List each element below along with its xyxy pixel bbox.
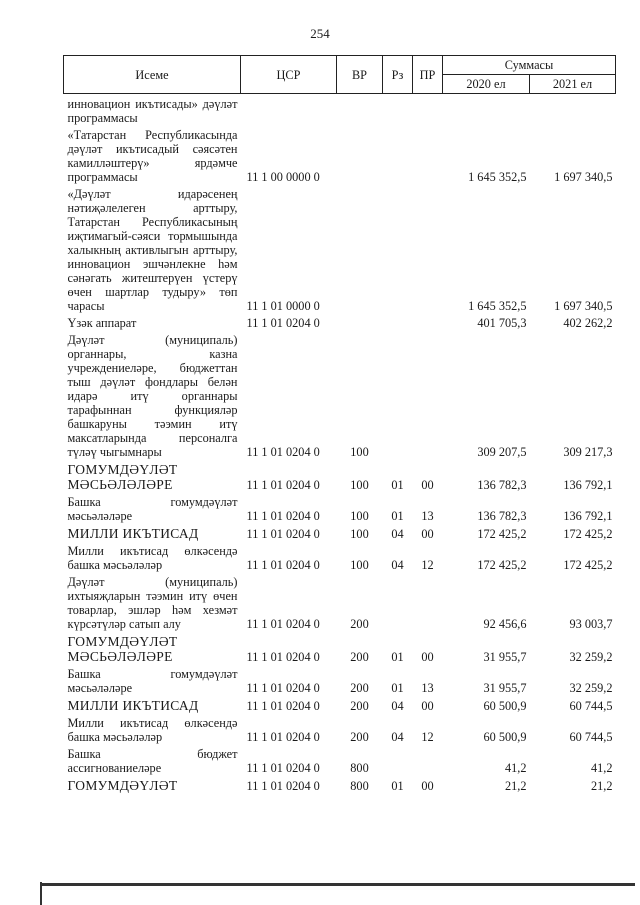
row-rz: 04 — [391, 699, 404, 713]
row-rz — [383, 572, 413, 631]
row-name: МИЛЛИ ИКЪТИСАД — [67, 698, 199, 713]
table-row — [64, 459, 616, 492]
scan-left-edge — [40, 882, 42, 905]
table-row — [64, 94, 616, 126]
row-sum-2021: 402 262,2 — [563, 316, 613, 330]
table-row — [64, 541, 616, 572]
row-sum-2020: 1 645 352,5 — [468, 170, 527, 184]
row-vr: 200 — [350, 617, 369, 631]
row-sum-2020: 136 782,3 — [477, 478, 527, 492]
row-csr: 11 1 01 0204 0 — [246, 730, 320, 744]
row-pr: 12 — [421, 558, 434, 572]
table-row — [64, 313, 616, 330]
row-pr — [413, 125, 443, 184]
row-sum-2020: 172 425,2 — [477, 558, 527, 572]
row-sum-2021: 60 744,5 — [569, 699, 613, 713]
table-row — [64, 631, 616, 664]
scan-bottom-edge — [40, 883, 635, 886]
row-rz: 01 — [391, 779, 404, 793]
row-rz: 04 — [391, 558, 404, 572]
table-row — [64, 523, 616, 541]
row-name: Дәүләт (муниципаль) ихтыяҗларын тәэмин итү өчен товарлар, эшләр һәм хезмәт күрсәтүләр сатып алу — [67, 575, 238, 631]
row-vr — [337, 125, 383, 184]
row-sum-2020: 309 207,5 — [477, 445, 527, 459]
row-pr: 12 — [421, 730, 434, 744]
row-rz — [383, 313, 413, 330]
row-sum-2020: 31 955,7 — [483, 681, 527, 695]
row-csr — [241, 94, 337, 126]
row-sum-2020: 60 500,9 — [483, 730, 527, 744]
header-name: Исеме — [64, 56, 241, 94]
header-vr: ВР — [337, 56, 383, 94]
table-row — [64, 125, 616, 184]
row-pr: 00 — [421, 699, 434, 713]
row-pr — [413, 572, 443, 631]
row-sum-2021: 1 697 340,5 — [554, 299, 613, 313]
row-pr: 13 — [421, 681, 434, 695]
header-year-2021: 2021 ел — [530, 75, 616, 94]
row-vr: 200 — [350, 730, 369, 744]
table-row — [64, 713, 616, 744]
header-rz: Рз — [383, 56, 413, 94]
row-csr: 11 1 01 0204 0 — [246, 681, 320, 695]
row-vr: 100 — [350, 509, 369, 523]
table-row — [64, 184, 616, 313]
row-rz: 04 — [391, 730, 404, 744]
row-vr — [337, 184, 383, 313]
row-sum-2020 — [443, 94, 530, 126]
row-vr — [337, 94, 383, 126]
row-sum-2020: 60 500,9 — [483, 699, 527, 713]
row-sum-2020: 1 645 352,5 — [468, 299, 527, 313]
row-sum-2021: 309 217,3 — [563, 445, 613, 459]
row-name: Милли икътисад өлкәсендә башка мәсьәләләр — [67, 544, 238, 572]
row-csr: 11 1 01 0204 0 — [246, 527, 320, 541]
row-sum-2020: 92 456,6 — [483, 617, 527, 631]
row-rz — [383, 125, 413, 184]
table-header — [64, 56, 616, 94]
row-csr: 11 1 01 0204 0 — [246, 478, 320, 492]
row-vr: 800 — [350, 761, 369, 775]
table-body — [64, 94, 616, 794]
row-vr: 100 — [350, 478, 369, 492]
table-row — [64, 492, 616, 523]
row-csr: 11 1 01 0204 0 — [246, 509, 320, 523]
row-rz — [383, 94, 413, 126]
row-name: инновацион икътисады» дәүләт программасы — [67, 97, 238, 125]
row-csr: 11 1 01 0204 0 — [246, 650, 320, 664]
row-vr: 200 — [350, 681, 369, 695]
row-sum-2021: 41,2 — [590, 761, 613, 775]
row-sum-2021: 93 003,7 — [569, 617, 613, 631]
row-rz: 01 — [391, 478, 404, 492]
row-sum-2021: 60 744,5 — [569, 730, 613, 744]
row-pr: 00 — [421, 478, 434, 492]
row-rz — [383, 184, 413, 313]
row-csr: 11 1 01 0204 0 — [246, 316, 320, 330]
row-sum-2021: 32 259,2 — [569, 650, 613, 664]
row-vr: 100 — [350, 527, 369, 541]
row-rz: 04 — [391, 527, 404, 541]
row-name: Башка гомумдәүләт мәсьәләләре — [67, 667, 238, 695]
row-vr: 100 — [350, 558, 369, 572]
row-pr — [413, 330, 443, 459]
row-rz: 01 — [391, 681, 404, 695]
row-pr: 00 — [421, 650, 434, 664]
page-number: 254 — [310, 26, 330, 41]
row-rz: 01 — [391, 650, 404, 664]
row-name: Дәүләт (муниципаль) органнары, казна учреждениеләре, бюджеттан тыш дәүләт фондлары белән идарә итү органнары тарафыннан функцияләр башкаруны тәэмин итү максатларында персоналга түләү чыгымнары — [67, 333, 238, 459]
row-name: «Татарстан Республикасында дәүләт икътисадый сәясәтен камилләштерү» ярдәмче программасы — [67, 128, 238, 184]
row-pr — [413, 744, 443, 775]
row-sum-2021: 1 697 340,5 — [554, 170, 613, 184]
table-row — [64, 775, 616, 793]
row-pr: 00 — [421, 527, 434, 541]
row-sum-2020: 41,2 — [504, 761, 527, 775]
row-csr: 11 1 01 0000 0 — [246, 299, 320, 313]
row-vr: 800 — [350, 779, 369, 793]
header-sums: Суммасы — [443, 56, 616, 75]
row-rz — [383, 330, 413, 459]
table-row — [64, 330, 616, 459]
row-csr: 11 1 00 0000 0 — [246, 170, 320, 184]
row-sum-2021: 136 792,1 — [563, 509, 613, 523]
row-pr: 00 — [421, 779, 434, 793]
row-vr: 200 — [350, 650, 369, 664]
row-name: Башка бюджет ассигнованиеләре — [67, 747, 238, 775]
row-sum-2021 — [530, 94, 616, 126]
row-name: ГОМУМДӘҮЛӘТ — [67, 778, 178, 793]
row-name: ГОМУМДӘҮЛӘТ МӘСЬӘЛӘЛӘРЕ — [67, 634, 178, 664]
row-sum-2020: 21,2 — [504, 779, 527, 793]
row-vr — [337, 313, 383, 330]
row-pr — [413, 313, 443, 330]
row-pr: 13 — [421, 509, 434, 523]
table-row — [64, 572, 616, 631]
header-pr: ПР — [413, 56, 443, 94]
row-csr: 11 1 01 0204 0 — [246, 617, 320, 631]
budget-table — [63, 55, 616, 793]
row-sum-2020: 172 425,2 — [477, 527, 527, 541]
row-name: Башка гомумдәүләт мәсьәләләре — [67, 495, 238, 523]
row-csr: 11 1 01 0204 0 — [246, 779, 320, 793]
row-name: ГОМУМДӘҮЛӘТ МӘСЬӘЛӘЛӘРЕ — [67, 462, 178, 492]
row-name: «Дәүләт идарәсенең нәтиҗәлелеген арттыру, Татарстан Республикасының иҗтимагый-сәяси тормышында халыкның активлыгын арттыру, инновацион эшчәнлекне һәм сәнәгать житештерүен үстерү өчен шартлар тудыру» төп чарасы — [67, 187, 238, 313]
row-sum-2020: 31 955,7 — [483, 650, 527, 664]
table-row — [64, 664, 616, 695]
row-sum-2021: 172 425,2 — [563, 558, 613, 572]
header-year-2020: 2020 ел — [443, 75, 530, 94]
row-csr: 11 1 01 0204 0 — [246, 445, 320, 459]
row-sum-2021: 32 259,2 — [569, 681, 613, 695]
table-row — [64, 744, 616, 775]
row-name: Милли икътисад өлкәсендә башка мәсьәләләр — [67, 716, 238, 744]
row-sum-2021: 172 425,2 — [563, 527, 613, 541]
row-rz: 01 — [391, 509, 404, 523]
row-sum-2020: 401 705,3 — [477, 316, 527, 330]
row-vr: 200 — [350, 699, 369, 713]
row-csr: 11 1 01 0204 0 — [246, 558, 320, 572]
row-rz — [383, 744, 413, 775]
header-csr: ЦСР — [241, 56, 337, 94]
row-csr: 11 1 01 0204 0 — [246, 761, 320, 775]
row-csr: 11 1 01 0204 0 — [246, 699, 320, 713]
row-name: Үзәк аппарат — [67, 316, 137, 330]
row-name: МИЛЛИ ИКЪТИСАД — [67, 526, 199, 541]
row-pr — [413, 184, 443, 313]
table-row — [64, 695, 616, 713]
row-sum-2021: 21,2 — [590, 779, 613, 793]
row-vr: 100 — [350, 445, 369, 459]
row-sum-2020: 136 782,3 — [477, 509, 527, 523]
row-sum-2021: 136 792,1 — [563, 478, 613, 492]
row-pr — [413, 94, 443, 126]
